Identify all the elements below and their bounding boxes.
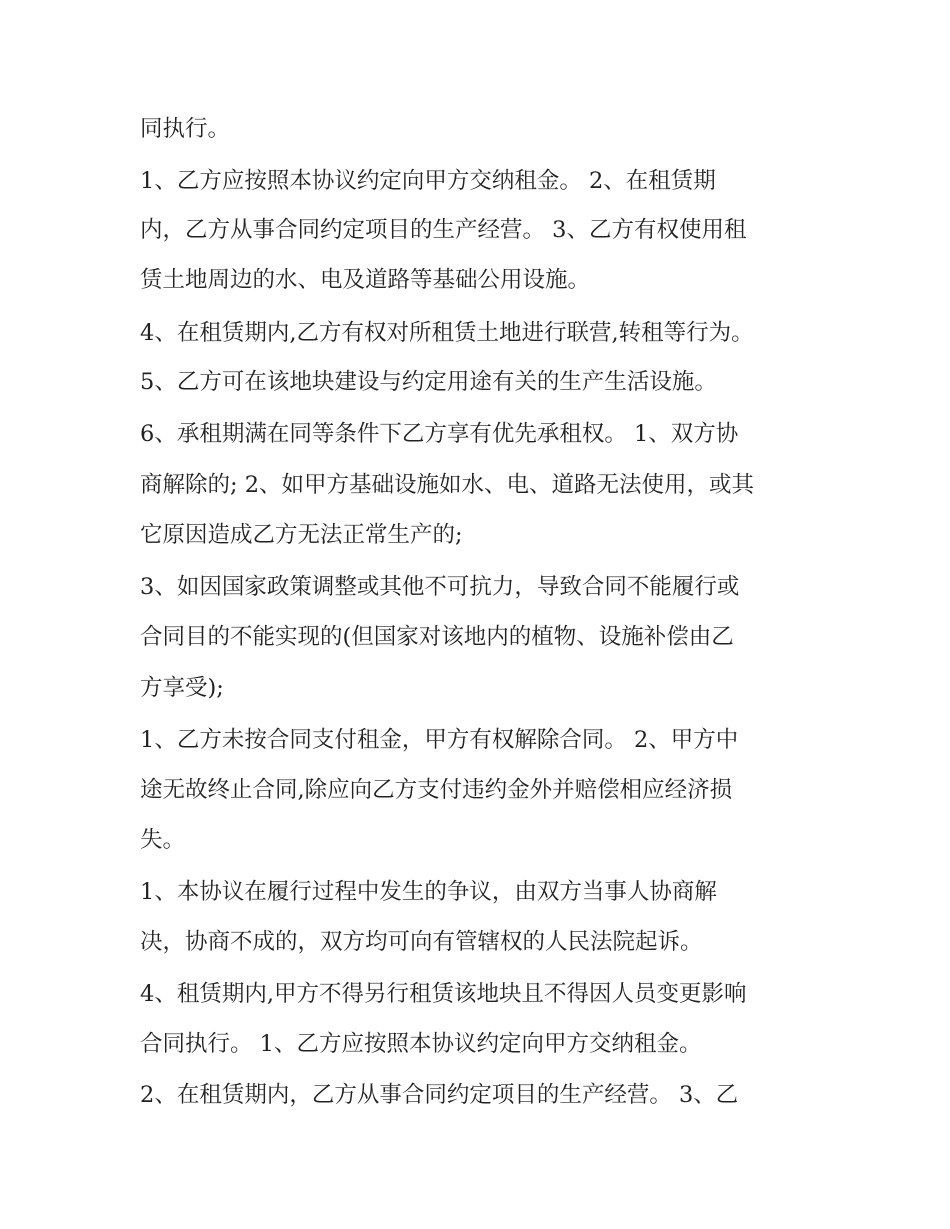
text-line: 失。 [140, 827, 186, 853]
text-line: 合同执行。 1、乙方应按照本协议约定向甲方交纳租金。 [140, 1031, 702, 1057]
text-line: 1、乙方未按合同支付租金，甲方有权解除合同。 2、甲方中 [140, 727, 739, 753]
text-line: 4、租赁期内,甲方不得另行租赁该地块且不得因人员变更影响 [140, 981, 747, 1007]
text-line: 商解除的; 2、如甲方基础设施如水、电、道路无法使用，或其 [140, 472, 755, 498]
text-line: 2、在租赁期内，乙方从事合同约定项目的生产经营。 3、乙 [140, 1082, 739, 1108]
text-line: 赁土地周边的水、电及道路等基础公用设施。 [140, 267, 591, 293]
text-line: 5、乙方可在该地块建设与约定用途有关的生产生活设施。 [140, 369, 717, 395]
text-line: 1、乙方应按照本协议约定向甲方交纳租金。 2、在租赁期 [140, 168, 716, 194]
text-line: 方享受); [140, 675, 224, 701]
text-line: 它原因造成乙方无法正常生产的; [140, 522, 463, 548]
text-line: 3、如因国家政策调整或其他不可抗力，导致合同不能履行或 [140, 574, 740, 600]
text-line: 途无故终止合同,除应向乙方支付违约金外并赔偿相应经济损 [140, 777, 733, 803]
text-line: 决，协商不成的，双方均可向有管辖权的人民法院起诉。 [140, 929, 703, 955]
text-line: 同执行。 [140, 116, 231, 142]
text-line: 1、本协议在履行过程中发生的争议，由双方当事人协商解 [140, 879, 717, 905]
text-line: 4、在租赁期内,乙方有权对所租赁土地进行联营,转租等行为。 [140, 320, 754, 346]
text-line: 6、承租期满在同等条件下乙方享有优先承租权。 1、双方协 [140, 421, 739, 447]
text-line: 合同目的不能实现的(但国家对该地内的植物、设施补偿由乙 [140, 624, 734, 650]
text-line: 内，乙方从事合同约定项目的生产经营。 3、乙方有权使用租 [140, 217, 747, 243]
